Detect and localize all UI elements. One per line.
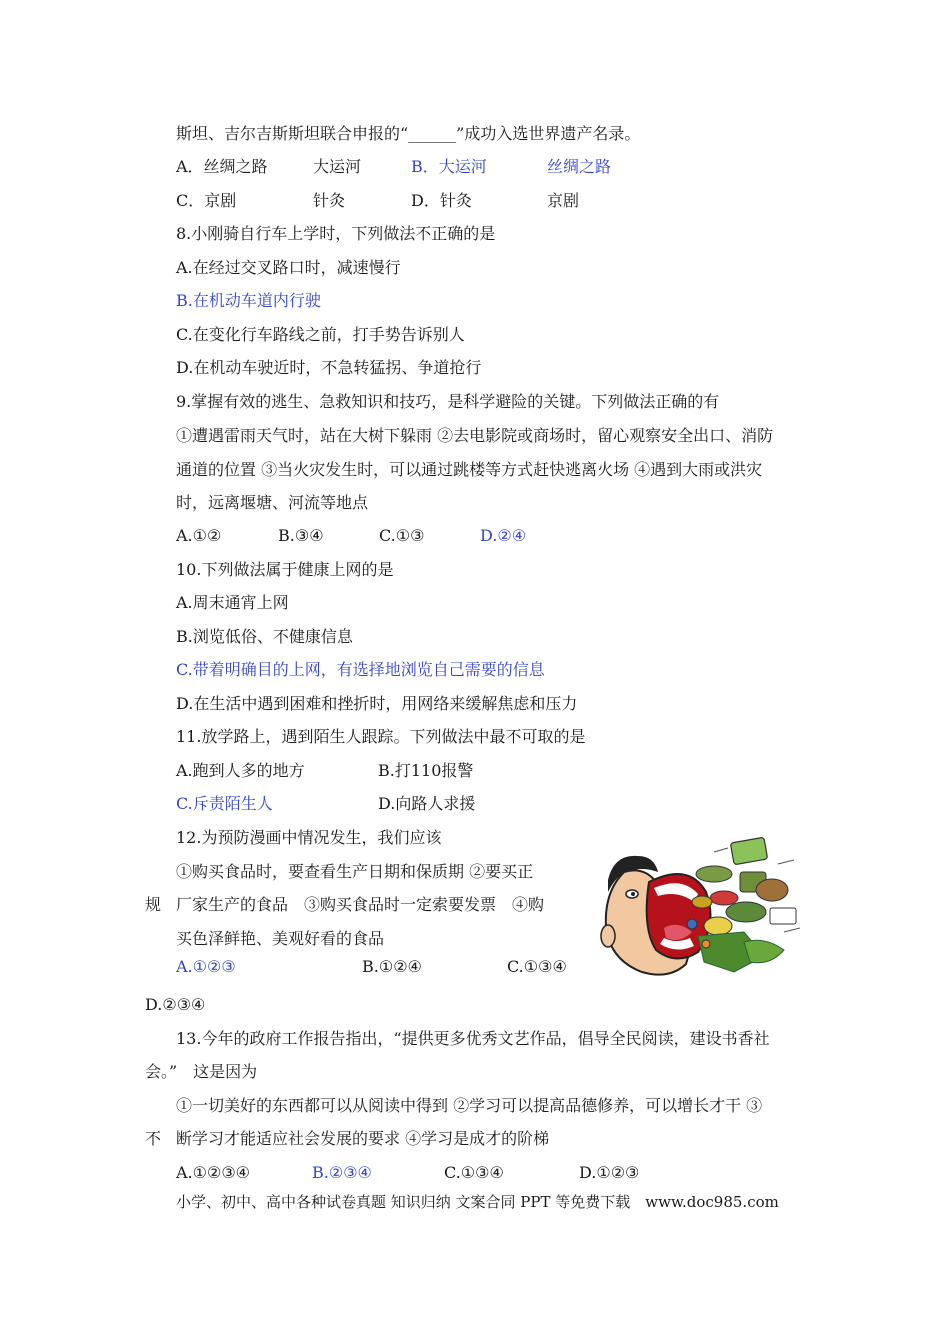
q13-option-b: B.②③④ <box>312 1163 372 1182</box>
q8-option-b: B.在机动车道内行驶 <box>176 291 321 310</box>
q12-line-1: ①购买食品时，要查看生产日期和保质期 ②要买正 <box>176 862 534 881</box>
q11-option-a: A.跑到人多的地方 <box>176 761 305 780</box>
q9-line-3: 时，远离堰塘、河流等地点 <box>176 493 369 512</box>
page-footer: 小学、初中、高中各种试卷真题 知识归纳 文案合同 PPT 等免费下载 www.doc985.com <box>176 1193 779 1211</box>
capsule-icon <box>710 891 738 905</box>
label-tag-icon <box>770 908 796 924</box>
q9-line-2: 通道的位置 ③当火灾发生时，可以通过跳楼等方式赶快逃离火场 ④遇到大雨或洪灾 <box>176 460 763 479</box>
teapot-icon <box>756 879 788 901</box>
q8-option-a: A.在经过交叉路口时，减速慢行 <box>176 258 401 277</box>
q12-option-d: D.②③④ <box>145 995 206 1014</box>
q12-option-a: A.①②③ <box>176 957 236 976</box>
q13-line-1: ①一切美好的东西都可以从阅读中得到 ②学习可以提高品德修养，可以增长才干 ③ <box>176 1096 763 1115</box>
q7-option-b-label: B．大运河 <box>411 157 487 176</box>
q10-stem: 10.下列做法属于健康上网的是 <box>176 560 394 579</box>
q12-option-b: B.①②④ <box>362 957 422 976</box>
q7-option-a-text: 大运河 <box>313 157 362 176</box>
q11-option-c: C.斥责陌生人 <box>176 794 273 813</box>
q10-option-d: D.在生活中遇到困难和挫折时，用网络来缓解焦虑和压力 <box>176 694 578 713</box>
q9-option-d: D.②④ <box>480 526 527 545</box>
food-safety-cartoon <box>594 832 806 982</box>
q7-stem-tail: 斯坦、吉尔吉斯斯坦联合申报的“______”成功入选世界遗产名录。 <box>176 124 641 143</box>
q9-line-1: ①遭遇雷雨天气时，站在大树下躲雨 ②去电影院或商场时，留心观察安全出口、消防 <box>176 426 774 445</box>
q10-option-a: A.周末通宵上网 <box>176 593 289 612</box>
q8-option-c: C.在变化行车路线之前，打手势告诉别人 <box>176 325 465 344</box>
vegetable-icon <box>726 902 766 922</box>
q9-option-a: A.①② <box>176 526 222 545</box>
q12-option-c: C.①③④ <box>507 957 567 976</box>
food-item-icon <box>704 917 732 935</box>
q7-option-d-text: 京剧 <box>547 191 580 210</box>
q13-line-2-overhang: 不 <box>145 1129 162 1148</box>
q13-stem-1: 13.今年的政府工作报告指出，“提供更多优秀文艺作品，倡导全民阅读，建设书香社 <box>176 1029 770 1048</box>
q8-stem: 8.小刚骑自行车上学时，下列做法不正确的是 <box>176 224 496 243</box>
q12-stem: 12.为预防漫画中情况发生，我们应该 <box>176 828 442 847</box>
q12-line-3: 买色泽鲜艳、美观好看的食品 <box>176 929 385 948</box>
q13-stem-2: 会。” 这是因为 <box>145 1062 258 1081</box>
q12-line-2-overhang: 规 <box>145 895 162 914</box>
q7-option-c-label: C．京剧 <box>176 191 237 210</box>
q11-option-b: B.打110报警 <box>378 761 474 780</box>
q11-option-d: D.向路人求援 <box>378 794 476 813</box>
q7-option-b-text: 丝绸之路 <box>547 157 612 176</box>
q7-option-a-label: A．丝绸之路 <box>176 157 268 176</box>
q8-option-d: D.在机动车驶近时，不急转猛拐、争道抢行 <box>176 358 482 377</box>
milk-carton-icon <box>730 837 767 865</box>
ear-shape <box>601 925 615 947</box>
q13-option-c: C.①③④ <box>444 1163 504 1182</box>
q10-option-c: C.带着明确目的上网，有选择地浏览自己需要的信息 <box>176 660 545 679</box>
q9-option-b: B.③④ <box>278 526 324 545</box>
q13-option-a: A.①②③④ <box>176 1163 251 1182</box>
q9-stem: 9.掌握有效的逃生、急救知识和技巧，是科学避险的关键。下列做法正确的有 <box>176 392 720 411</box>
q13-line-2: 断学习才能适应社会发展的要求 ④学习是成才的阶梯 <box>176 1129 550 1148</box>
bottle-icon <box>696 866 732 882</box>
q7-option-c-text: 针灸 <box>313 191 346 210</box>
q10-option-b: B.浏览低俗、不健康信息 <box>176 627 353 646</box>
q9-option-c: C.①③ <box>379 526 425 545</box>
q12-line-2: 厂家生产的食品 ③购买食品时一定索要发票 ④购 <box>176 895 545 914</box>
q7-option-d-label: D．针灸 <box>411 191 472 210</box>
pill-icon <box>692 896 712 908</box>
q11-stem: 11.放学路上，遇到陌生人跟踪。下列做法中最不可取的是 <box>176 727 586 746</box>
q13-option-d: D.①②③ <box>579 1163 640 1182</box>
